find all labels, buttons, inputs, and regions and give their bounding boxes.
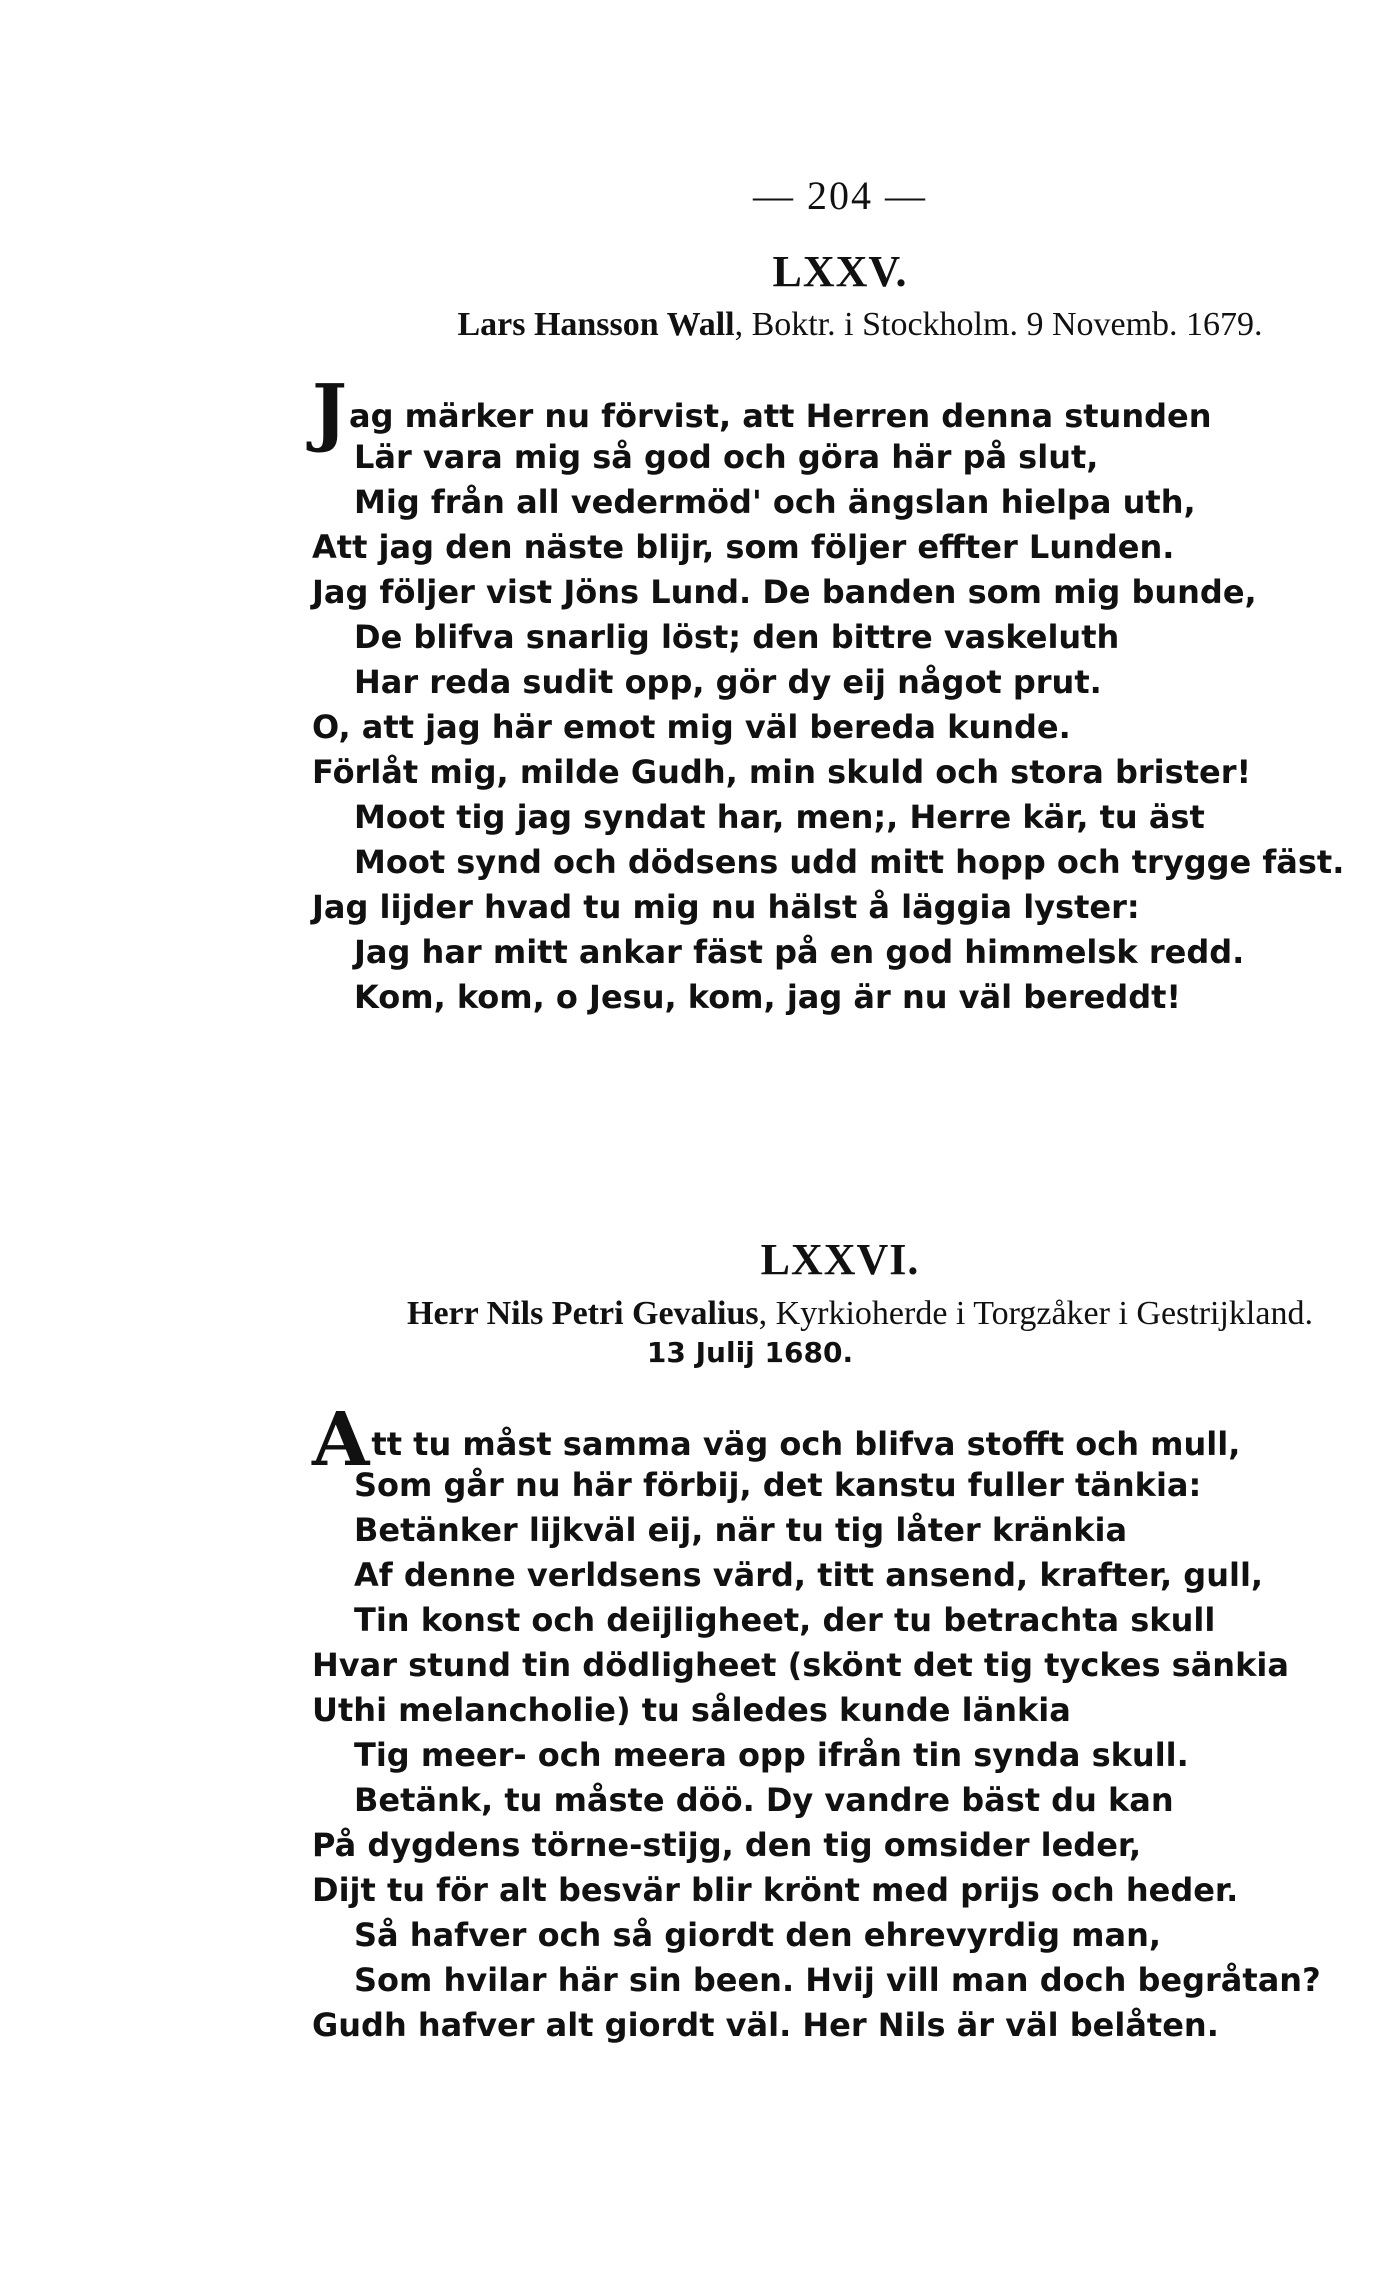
poem-line: Tig meer- och meera opp ifrån tin synda skull.: [354, 1736, 1189, 1774]
poem-line: Förlåt mig, milde Gudh, min skuld och stora brister!: [312, 753, 1252, 791]
poem-line: Hvar stund tin dödligheet (skönt det tig tyckes sänkia: [312, 1646, 1289, 1684]
section-heading: [0, 306, 1400, 344]
poem-line: Jag märker nu förvist, att Herren denna stunden: [312, 369, 1212, 455]
author-details: , Kyrkioherde i Torgzåker i Gestrijkland.: [758, 1295, 1313, 1332]
poem-line: Gudh hafver alt giordt väl. Her Nils är väl belåten.: [312, 2006, 1219, 2044]
section-heading: [0, 1295, 1400, 1333]
section-numeral: LXXV.: [772, 247, 908, 296]
poem-line: De blifva snarlig löst; den bittre vaskeluth: [354, 618, 1120, 656]
poem-line: Lär vara mig så god och göra här på slut,: [354, 438, 1099, 476]
date-line: 13 Julij 1680.: [646, 1336, 854, 1369]
poem-line: Betänker lijkväl eij, när tu tig låter kränkia: [354, 1511, 1128, 1549]
page-number: — 204 —: [753, 173, 927, 218]
poem-line: På dygdens törne-stijg, den tig omsider leder,: [312, 1826, 1142, 1864]
author-details: , Boktr. i Stockholm. 9 Novemb. 1679.: [734, 306, 1263, 343]
poem-line: Af denne verldsens värd, titt ansend, krafter, gull,: [354, 1556, 1264, 1594]
poem-line: Mig från all vedermöd' och ängslan hielpa uth,: [354, 483, 1196, 521]
poem-line: Har reda sudit opp, gör dy eij något prut.: [354, 663, 1102, 701]
poem-line: Som hvilar här sin been. Hvij vill man doch begråtan?: [354, 1961, 1321, 1999]
poem: [312, 1397, 1321, 2048]
drop-cap: A: [312, 1397, 370, 1483]
author-name: Herr Nils Petri Gevalius: [407, 1295, 759, 1332]
poem-line: O, att jag här emot mig väl bereda kunde.: [312, 708, 1071, 746]
poem-line: Kom, kom, o Jesu, kom, jag är nu väl bereddt!: [354, 978, 1181, 1016]
poem-line: Jag lijder hvad tu mig nu hälst å läggia lyster:: [312, 888, 1140, 926]
poem-line: Dijt tu för alt besvär blir krönt med prijs och heder.: [312, 1871, 1239, 1909]
poem-line: Jag följer vist Jöns Lund. De banden som mig bunde,: [312, 573, 1257, 611]
poem-line: Som går nu här förbij, det kanstu fuller tänkia:: [354, 1466, 1202, 1504]
poem-line: Så hafver och så giordt den ehrevyrdig man,: [354, 1916, 1161, 1954]
poem-line: Moot tig jag syndat har, men;, Herre kär, tu äst: [354, 798, 1205, 836]
poem-line: Att tu måst samma väg och blifva stofft och mull,: [312, 1397, 1241, 1483]
poem: [312, 369, 1345, 1020]
poem-line: Att jag den näste blijr, som följer effter Lunden.: [312, 528, 1175, 566]
poem-line: Betänk, tu måste döö. Dy vandre bäst du kan: [354, 1781, 1174, 1819]
author-name: Lars Hansson Wall: [457, 306, 735, 343]
drop-cap: J: [312, 369, 348, 455]
poem-line: Uthi melancholie) tu således kunde länkia: [312, 1691, 1071, 1729]
poem-line: Jag har mitt ankar fäst på en god himmelsk redd.: [354, 933, 1245, 971]
section-numeral: LXXVI.: [760, 1235, 920, 1284]
poem-line: Tin konst och deijligheet, der tu betrachta skull: [354, 1601, 1216, 1639]
poem-line: Moot synd och dödsens udd mitt hopp och trygge fäst.: [354, 843, 1345, 881]
